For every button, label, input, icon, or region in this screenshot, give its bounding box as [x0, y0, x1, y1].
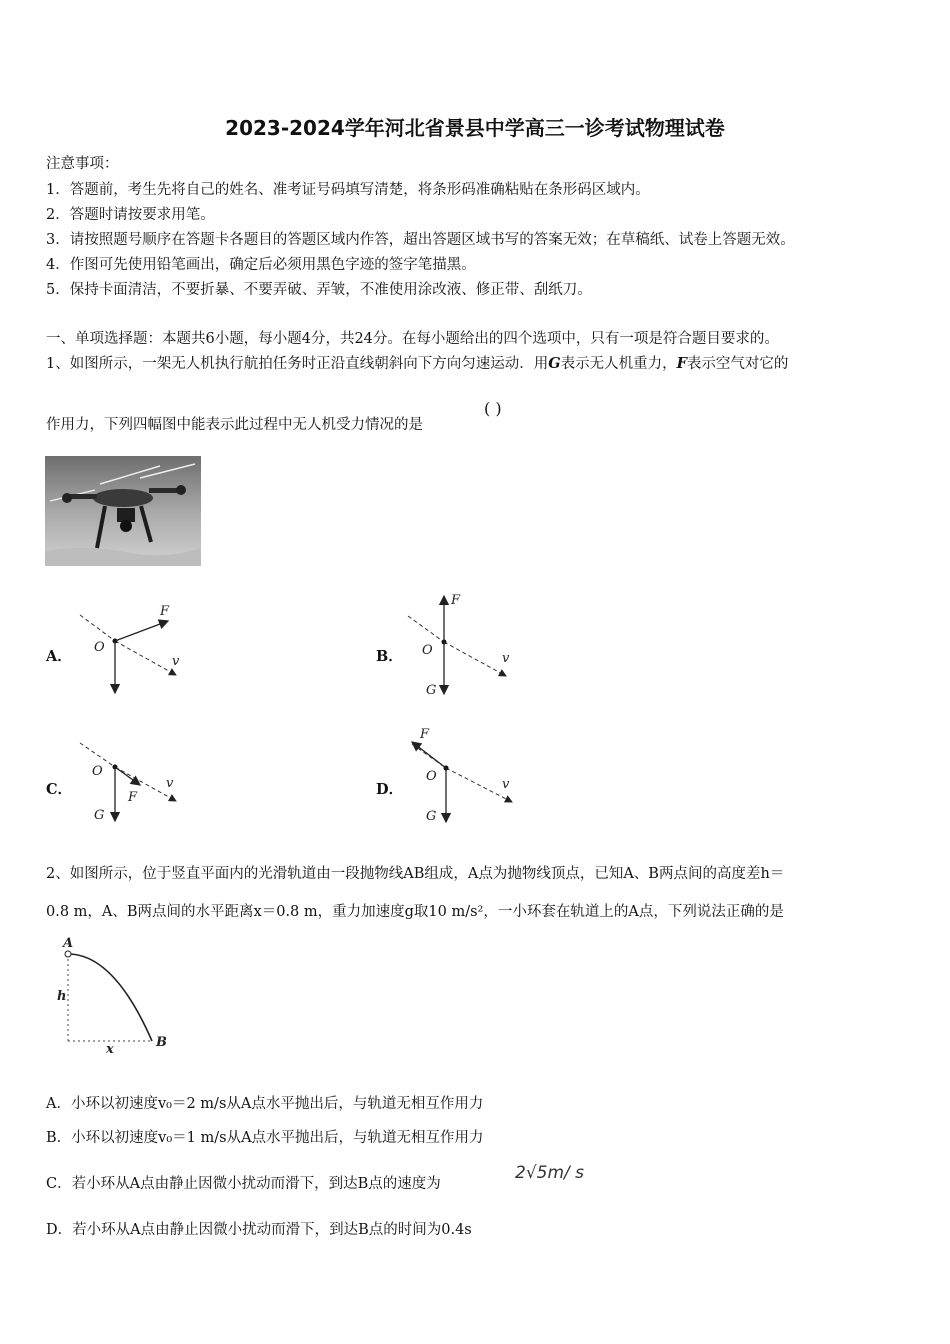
parabola-track-figure	[54, 936, 179, 1056]
q1-option-d-label: D．	[376, 781, 404, 798]
force-diagram-d	[400, 722, 540, 837]
label-x: x	[106, 1042, 114, 1057]
q2-option-a: A．小环以初速度v₀＝2 m/s从A点水平抛出后，与轨道无相互作用力	[46, 1096, 484, 1112]
q1-stem-line2: 作用力，下列四幅图中能表示此过程中无人机受力情况的是	[46, 417, 423, 433]
section-heading: 一、单项选择题：本题共6小题，每小题4分，共24分。在每小题给出的四个选项中，只有一项是符合题目要求的。	[46, 331, 779, 347]
label-o: O	[94, 640, 105, 655]
label-g: G	[94, 808, 105, 823]
q1-option-a-label: A．	[46, 648, 72, 665]
label-v: v	[166, 776, 174, 791]
answer-paren: ( )	[484, 399, 502, 418]
q2-option-d: D．若小环从A点由静止因微小扰动而滑下，到达B点的时间为0.4s	[46, 1222, 472, 1238]
notice-item-4: 4．作图可先使用铅笔画出，确定后必须用黑色字迹的签字笔描黑。	[46, 257, 476, 273]
label-a: A	[63, 936, 74, 951]
notice-item-2: 2．答题时请按要求用笔。	[46, 207, 215, 223]
label-g: G	[426, 809, 437, 824]
notice-item-3: 3．请按照题号顺序在答题卡各题目的答题区域内作答，超出答题区域书写的答案无效；在草稿纸、试卷上答题无效。	[46, 232, 795, 248]
notice-item-5: 5．保持卡面清洁，不要折暴、不要弄破、弄皱，不准使用涂改液、修正带、刮纸刀。	[46, 282, 592, 298]
label-f: F	[451, 593, 461, 608]
drone-photo	[45, 456, 201, 566]
force-diagram-a	[70, 595, 210, 705]
label-o: O	[422, 643, 433, 658]
label-v: v	[502, 651, 510, 666]
notice-item-1: 1．答题前，考生先将自己的姓名、准考证号码填写清楚，将条形码准确粘贴在条形码区域内。	[46, 182, 650, 198]
force-diagram-b	[400, 590, 540, 705]
q2-option-b: B．小环以初速度v₀＝1 m/s从A点水平抛出后，与轨道无相互作用力	[46, 1130, 484, 1146]
q2-stem-line2: 0.8 m，A、B两点间的水平距离x＝0.8 m，重力加速度g取10 m/s²，一小环套在轨道上的A点，下列说法正确的是	[46, 904, 784, 920]
label-g: G	[426, 683, 437, 698]
label-v: v	[502, 777, 510, 792]
label-b: B	[156, 1035, 167, 1050]
label-h: h	[57, 989, 67, 1004]
q1-option-c-label: C．	[46, 781, 73, 798]
q2-option-c-formula: 2√5m/ s	[515, 1163, 585, 1183]
q2-stem-line1: 2、如图所示，位于竖直平面内的光滑轨道由一段抛物线AB组成，A点为抛物线顶点，已知A、B两点间的高度差h＝	[46, 866, 785, 882]
label-o: O	[426, 769, 437, 784]
q1-option-b-label: B．	[376, 648, 403, 665]
notice-heading: 注意事项：	[46, 156, 119, 172]
q1-stem-line1: 1、如图所示，一架无人机执行航拍任务时正沿直线朝斜向下方向匀速运动．用G表示无人机重力，F表示空气对它的	[46, 355, 789, 372]
page-title: 2023-2024学年河北省景县中学高三一诊考试物理试卷	[225, 116, 725, 140]
label-o: O	[92, 764, 103, 779]
label-f: F	[160, 604, 170, 619]
label-v: v	[172, 654, 180, 669]
force-diagram-c	[70, 735, 210, 835]
label-f: F	[420, 727, 430, 742]
label-f: F	[128, 790, 138, 805]
q2-option-c: C．若小环从A点由静止因微小扰动而滑下，到达B点的速度为	[46, 1176, 441, 1192]
